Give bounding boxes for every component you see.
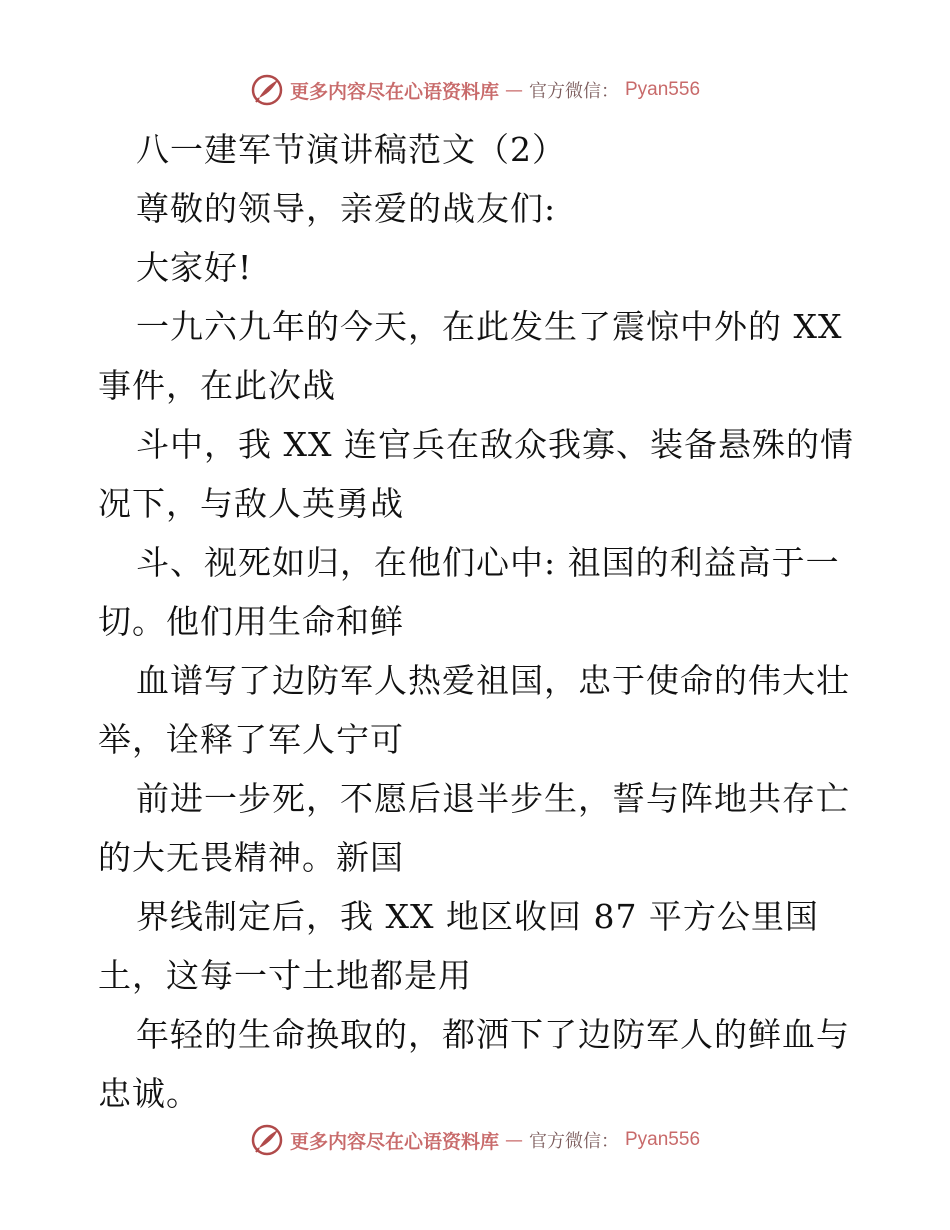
body-line: 的大无畏精神。新国 — [98, 838, 404, 877]
body-line: 举，诠释了军人宁可 — [98, 720, 404, 759]
header-banner — [0, 70, 950, 110]
body-line: 前进一步死，不愿后退半步生，誓与阵地共存亡 — [136, 779, 850, 818]
greeting: 大家好! — [136, 248, 253, 287]
feather-logo-icon — [250, 1123, 284, 1157]
footer-banner — [0, 1120, 950, 1160]
banner-dash: — — [505, 1129, 523, 1151]
body-line: 忠诚。 — [98, 1074, 200, 1113]
body-line: 况下，与敌人英勇战 — [98, 484, 404, 523]
banner-main-text: 更多内容尽在心语资料库 — [289, 1130, 499, 1153]
banner-dash: — — [505, 79, 523, 101]
banner-wechat-label: 官方微信： — [529, 81, 619, 102]
banner-wechat-id: Pyan556 — [625, 1129, 701, 1150]
body-line: 斗中，我 XX 连官兵在敌众我寡、装备悬殊的情 — [136, 425, 854, 464]
body-line: 事件，在此次战 — [98, 366, 336, 405]
document-body — [98, 120, 858, 1123]
body-line: 斗、视死如归，在他们心中: 祖国的利益高于一 — [136, 543, 840, 582]
document-title: 八一建军节演讲稿范文（2） — [136, 130, 566, 169]
body-line: 界线制定后，我 XX 地区收回 87 平方公里国 — [136, 897, 819, 936]
body-line: 一九六九年的今天，在此发生了震惊中外的 XX — [136, 307, 843, 346]
banner-main-text: 更多内容尽在心语资料库 — [289, 80, 499, 103]
body-line: 血谱写了边防军人热爱祖国，忠于使命的伟大壮 — [136, 661, 850, 700]
banner-wechat-id: Pyan556 — [625, 79, 701, 100]
body-line: 切。他们用生命和鲜 — [98, 602, 404, 641]
body-line: 年轻的生命换取的，都洒下了边防军人的鲜血与 — [136, 1015, 850, 1054]
banner-wechat-label: 官方微信： — [529, 1131, 619, 1152]
body-line: 土，这每一寸土地都是用 — [98, 956, 472, 995]
salutation: 尊敬的领导，亲爱的战友们: — [136, 189, 557, 228]
feather-logo-icon — [250, 73, 284, 107]
